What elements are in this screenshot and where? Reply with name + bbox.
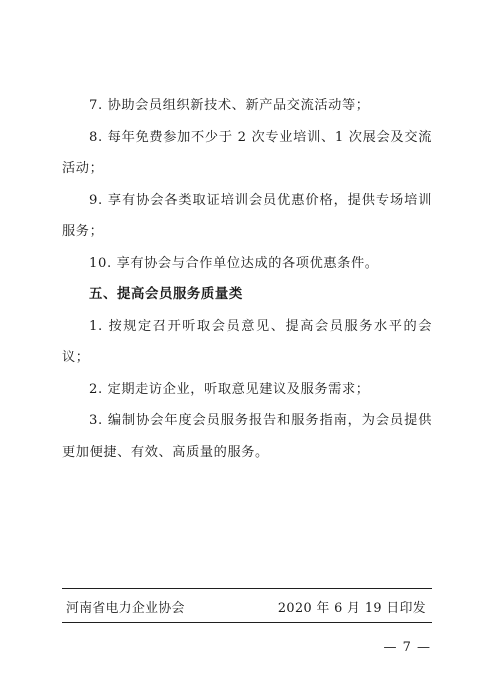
list-item-5-3: 3. 编制协会年度会员服务报告和服务指南，为会员提供更加便捷、有效、高质量的服务。 [62, 413, 432, 460]
document-body [62, 90, 432, 468]
section-heading-5: 五、提高会员服务质量类 [89, 287, 243, 302]
page-number: — 7 — [383, 640, 431, 655]
issuance-footer [62, 588, 432, 623]
issue-date: 2020 年 6 月 19 日印发 [277, 601, 426, 616]
list-item-5-2: 2. 定期走访企业，听取意见建议及服务需求； [89, 381, 370, 397]
list-item-8: 8. 每年免费参加不少于 2 次专业培训、1 次展会及交流活动； [62, 129, 432, 176]
issuer-name: 河南省电力企业协会 [66, 601, 185, 616]
list-item-7: 7. 协助会员组织新技术、新产品交流活动等； [89, 98, 370, 113]
list-item-5-1: 1. 按规定召开听取会员意见、提高会员服务水平的会议； [62, 318, 432, 365]
list-item-10: 10. 享有协会与合作单位达成的各项优惠条件。 [89, 255, 379, 271]
list-item-9: 9. 享有协会各类取证培训会员优惠价格，提供专场培训服务； [62, 192, 432, 239]
